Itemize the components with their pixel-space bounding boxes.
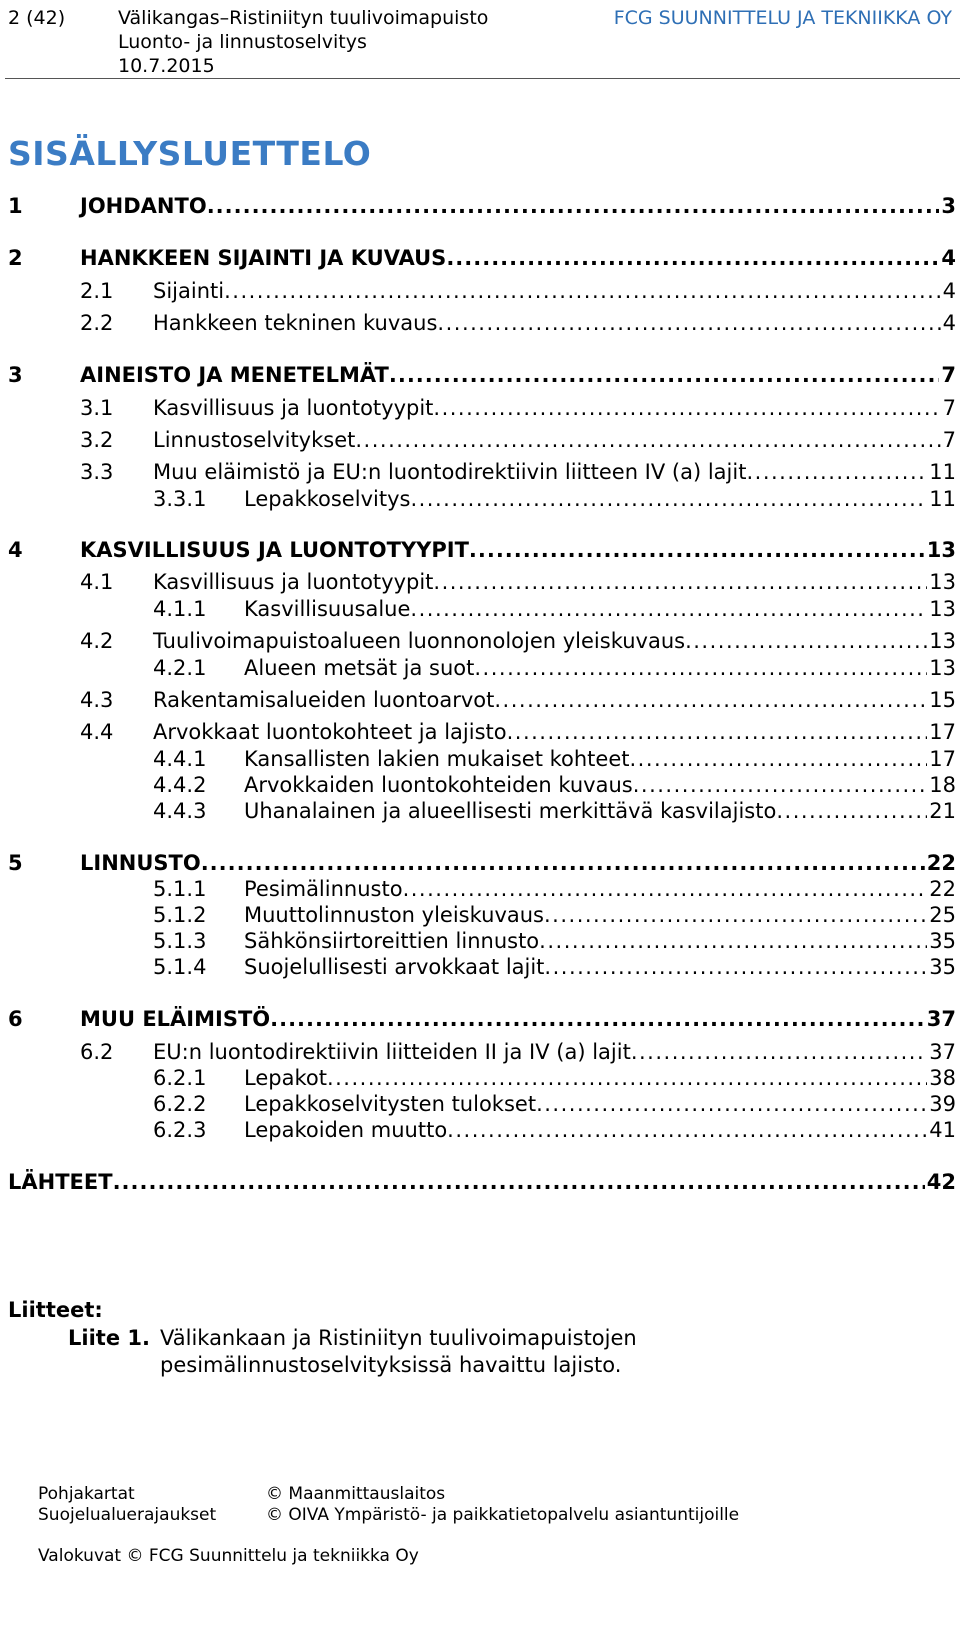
toc-entry-title: Kasvillisuus ja luontotyypit: [153, 570, 434, 594]
toc-entry[interactable]: [8, 1064, 956, 1092]
toc-entry[interactable]: [8, 361, 956, 389]
credit-base-maps-label: Pohjakartat: [38, 1484, 135, 1504]
toc-entry-leader: [244, 875, 956, 903]
toc-entry[interactable]: [8, 426, 956, 454]
toc-entry-leader: [153, 277, 956, 305]
document-title: Välikangas–Ristiniityn tuulivoimapuisto: [118, 7, 489, 29]
toc-entry-page: 35: [929, 955, 956, 979]
toc-entry-page: 35: [929, 929, 956, 953]
toc-entry-page: 7: [942, 396, 956, 420]
toc-entry-number: 6.2.2: [153, 1092, 207, 1116]
toc-entry-number: 1: [8, 194, 23, 218]
credit-protected-label: Suojelualuerajaukset: [38, 1505, 217, 1525]
toc-dot-leader: [746, 458, 927, 486]
toc-entry[interactable]: [8, 686, 956, 714]
toc-entry-title: LÄHTEET: [8, 1170, 113, 1194]
toc-entry-title: Kasvillisuus ja luontotyypit: [153, 396, 434, 420]
toc-entry-leader: [8, 1168, 956, 1196]
toc-dot-leader: [270, 1005, 925, 1033]
toc-entry-page: 25: [929, 903, 956, 927]
toc-entry-number: 4.4.3: [153, 799, 207, 823]
toc-entry-leader: [244, 901, 956, 929]
toc-entry-leader: [153, 458, 956, 486]
toc-entry[interactable]: [8, 536, 956, 564]
toc-dot-leader: [355, 426, 940, 454]
toc-entry-page: 13: [926, 538, 956, 562]
toc-entry-leader: [153, 568, 956, 596]
toc-dot-leader: [207, 192, 940, 220]
toc-dot-leader: [410, 485, 927, 513]
toc-dot-leader: [389, 361, 940, 389]
toc-entry-leader: [153, 426, 956, 454]
toc-entry-number: 4.1.1: [153, 597, 207, 621]
toc-entry-title: Lepakkoselvitys: [244, 487, 411, 511]
toc-entry[interactable]: [8, 192, 956, 220]
document-date: 10.7.2015: [118, 55, 215, 77]
toc-dot-leader: [536, 1090, 927, 1118]
toc-entry-number: 3.3.1: [153, 487, 207, 511]
toc-entry-number: 5.1.2: [153, 903, 207, 927]
toc-entry-title: Suojelullisesti arvokkaat lajit: [244, 955, 545, 979]
toc-entry-number: 4.2: [80, 629, 114, 653]
toc-dot-leader: [224, 277, 941, 305]
toc-entry-number: 5.1.3: [153, 929, 207, 953]
toc-entry-title: KASVILLISUUS JA LUONTOTYYPIT: [80, 538, 469, 562]
toc-entry-page: 11: [929, 460, 956, 484]
toc-entry-page: 3: [941, 194, 956, 218]
toc-entry-title: Linnustoselvitykset: [153, 428, 356, 452]
toc-entry[interactable]: [8, 901, 956, 929]
toc-entry[interactable]: [8, 771, 956, 799]
toc-entry[interactable]: [8, 595, 956, 623]
toc-entry[interactable]: [8, 277, 956, 305]
toc-entry-title: AINEISTO JA MENETELMÄT: [80, 363, 389, 387]
toc-entry[interactable]: [8, 1116, 956, 1144]
toc-dot-leader: [447, 1116, 927, 1144]
credit-photos-text: Valokuvat © FCG Suunnittelu ja tekniikka Oy: [38, 1546, 419, 1566]
toc-entry-page: 22: [929, 877, 956, 901]
toc-dot-leader: [494, 686, 927, 714]
toc-dot-leader: [433, 568, 927, 596]
attachments-heading: Liitteet:: [8, 1298, 103, 1322]
toc-entry-number: 2.1: [80, 279, 114, 303]
toc-entry-number: 4.4.1: [153, 747, 207, 771]
toc-entry-number: 4.3: [80, 688, 114, 712]
toc-entry[interactable]: [8, 485, 956, 513]
toc-entry-leader: [244, 1090, 956, 1118]
toc-entry-leader: [80, 244, 956, 272]
toc-entry-number: 3.3: [80, 460, 114, 484]
attachment-text: Välikankaan ja Ristiniityn tuulivoimapuistojen pesimälinnustoselvityksissä havaittu lajisto.: [160, 1326, 637, 1377]
toc-dot-leader: [633, 771, 928, 799]
toc-entry[interactable]: [8, 1005, 956, 1033]
toc-entry-leader: [80, 1005, 956, 1033]
toc-dot-leader: [410, 595, 927, 623]
toc-entry-page: 4: [942, 279, 956, 303]
toc-entry-page: 18: [929, 773, 956, 797]
toc-dot-leader: [201, 849, 925, 877]
toc-entry-leader: [244, 485, 956, 513]
toc-entry-leader: [153, 686, 956, 714]
toc-title: SISÄLLYSLUETTELO: [8, 134, 372, 173]
toc-entry-title: Kasvillisuusalue: [244, 597, 411, 621]
toc-entry-page: 37: [926, 1007, 956, 1031]
toc-entry[interactable]: [8, 309, 956, 337]
toc-entry-leader: [244, 654, 956, 682]
toc-entry-title: Muuttolinnuston yleiskuvaus: [244, 903, 544, 927]
toc-entry-page: 13: [929, 597, 956, 621]
toc-entry-leader: [153, 1038, 956, 1066]
toc-dot-leader: [113, 1168, 925, 1196]
toc-entry-number: 4.4: [80, 720, 114, 744]
document-meta: [118, 6, 488, 78]
toc-dot-leader: [474, 654, 927, 682]
toc-entry-page: 22: [926, 851, 956, 875]
company-name: FCG SUUNNITTELU JA TEKNIIKKA OY: [613, 7, 952, 29]
toc-entry-leader: [80, 849, 956, 877]
toc-entry-title: Lepakoiden muutto: [244, 1118, 448, 1142]
toc-entry-title: Sijainti: [153, 279, 225, 303]
toc-dot-leader: [539, 927, 927, 955]
toc-dot-leader: [507, 718, 928, 746]
toc-entry-title: Arvokkaiden luontokohteiden kuvaus: [244, 773, 633, 797]
toc-entry-title: Rakentamisalueiden luontoarvot: [153, 688, 495, 712]
toc-entry-number: 2.2: [80, 311, 114, 335]
toc-entry-title: Uhanalainen ja alueellisesti merkittävä kasvilajisto: [244, 799, 777, 823]
toc-entry-page: 17: [929, 747, 956, 771]
toc-entry-number: 5: [8, 851, 23, 875]
toc-entry-leader: [244, 1064, 956, 1092]
toc-entry-page: 11: [929, 487, 956, 511]
toc-dot-leader: [544, 953, 927, 981]
toc-entry[interactable]: [8, 627, 956, 655]
toc-dot-leader: [544, 901, 927, 929]
toc-entry-leader: [244, 1116, 956, 1144]
toc-entry-leader: [153, 309, 956, 337]
toc-dot-leader: [776, 797, 927, 825]
toc-entry-number: 4.1: [80, 570, 114, 594]
toc-dot-leader: [631, 1038, 927, 1066]
toc-dot-leader: [433, 394, 940, 422]
toc-entry-title: Lepakot: [244, 1066, 327, 1090]
toc-entry-page: 37: [929, 1040, 956, 1064]
toc-entry-leader: [80, 192, 956, 220]
toc-entry-title: Arvokkaat luontokohteet ja lajisto: [153, 720, 507, 744]
credit-protected-value: © OIVA Ympäristö- ja paikkatietopalvelu asiantuntijoille: [266, 1505, 740, 1525]
toc-entry-leader: [244, 745, 956, 773]
toc-dot-leader: [685, 627, 927, 655]
toc-entry-leader: [153, 627, 956, 655]
toc-entry[interactable]: [8, 568, 956, 596]
toc-entry-page: 13: [929, 570, 956, 594]
toc-entry-leader: [244, 595, 956, 623]
toc-entry-leader: [244, 927, 956, 955]
toc-entry-title: HANKKEEN SIJAINTI JA KUVAUS: [80, 246, 447, 270]
toc-entry[interactable]: [8, 1038, 956, 1066]
toc-entry-page: 17: [929, 720, 956, 744]
toc-entry[interactable]: [8, 875, 956, 903]
toc-entry-number: 4.4.2: [153, 773, 207, 797]
toc-entry-number: 3.1: [80, 396, 114, 420]
toc-entry-number: 6.2.1: [153, 1066, 207, 1090]
toc-entry-page: 39: [929, 1092, 956, 1116]
toc-entry-page: 4: [941, 246, 956, 270]
toc-entry-title: Lepakkoselvitysten tulokset: [244, 1092, 537, 1116]
toc-entry-title: MUU ELÄIMISTÖ: [80, 1007, 271, 1031]
toc-entry-page: 4: [942, 311, 956, 335]
toc-entry-number: 6.2: [80, 1040, 114, 1064]
attachment-label: Liite 1.: [68, 1326, 150, 1350]
toc-entry-page: 13: [929, 656, 956, 680]
credit-base-maps-value: © Maanmittauslaitos: [266, 1484, 446, 1504]
toc-dot-leader: [327, 1064, 927, 1092]
toc-dot-leader: [437, 309, 940, 337]
toc-entry-page: 38: [929, 1066, 956, 1090]
toc-entry-page: 13: [929, 629, 956, 653]
toc-entry-title: EU:n luontodirektiivin liitteiden II ja IV (a) lajit: [153, 1040, 631, 1064]
toc-entry-number: 5.1.1: [153, 877, 207, 901]
toc-entry-number: 3.2: [80, 428, 114, 452]
toc-entry-page: 7: [942, 428, 956, 452]
toc-entry-leader: [153, 394, 956, 422]
toc-entry-page: 41: [929, 1118, 956, 1142]
document-subtitle: Luonto- ja linnustoselvitys: [118, 31, 367, 53]
page-number: 2 (42): [8, 7, 66, 29]
toc-entry-page: 15: [929, 688, 956, 712]
toc-entry-title: Muu eläimistö ja EU:n luontodirektiivin liitteen IV (a) lajit: [153, 460, 747, 484]
toc-entry-leader: [80, 361, 956, 389]
toc-entry-number: 5.1.4: [153, 955, 207, 979]
toc-entry-leader: [244, 953, 956, 981]
toc-entry[interactable]: [8, 953, 956, 981]
toc-dot-leader: [630, 745, 928, 773]
toc-entry[interactable]: [8, 654, 956, 682]
toc-entry-leader: [244, 797, 956, 825]
toc-entry-title: Hankkeen tekninen kuvaus: [153, 311, 438, 335]
toc-entry[interactable]: [8, 458, 956, 486]
toc-entry-number: 6.2.3: [153, 1118, 207, 1142]
toc-entry[interactable]: [8, 1168, 956, 1196]
toc-entry[interactable]: [8, 1090, 956, 1118]
toc-entry[interactable]: [8, 244, 956, 272]
toc-entry[interactable]: [8, 849, 956, 877]
toc-dot-leader: [469, 536, 925, 564]
toc-entry-title: Sähkönsiirtoreittien linnusto: [244, 929, 540, 953]
toc-entry-page: 42: [926, 1170, 956, 1194]
toc-entry-number: 4: [8, 538, 23, 562]
toc-entry-leader: [153, 718, 956, 746]
toc-entry-number: 3: [8, 363, 23, 387]
toc-entry[interactable]: [8, 394, 956, 422]
toc-entry-title: JOHDANTO: [80, 194, 207, 218]
toc-entry-title: Kansallisten lakien mukaiset kohteet: [244, 747, 630, 771]
toc-dot-leader: [403, 875, 928, 903]
header-divider: [5, 78, 960, 79]
toc-entry[interactable]: [8, 927, 956, 955]
toc-entry-number: 6: [8, 1007, 23, 1031]
toc-entry-title: LINNUSTO: [80, 851, 201, 875]
toc-entry-title: Alueen metsät ja suot: [244, 656, 475, 680]
toc-entry[interactable]: [8, 745, 956, 773]
toc-dot-leader: [446, 244, 939, 272]
toc-entry-page: 7: [941, 363, 956, 387]
toc-entry-leader: [244, 771, 956, 799]
toc-entry-title: Tuulivoimapuistoalueen luonnonolojen yleiskuvaus: [153, 629, 686, 653]
toc-entry-title: Pesimälinnusto: [244, 877, 403, 901]
toc-entry-number: 4.2.1: [153, 656, 207, 680]
toc-entry-leader: [80, 536, 956, 564]
toc-entry-number: 2: [8, 246, 23, 270]
toc-entry[interactable]: [8, 718, 956, 746]
toc-entry-page: 21: [929, 799, 956, 823]
toc-entry[interactable]: [8, 797, 956, 825]
